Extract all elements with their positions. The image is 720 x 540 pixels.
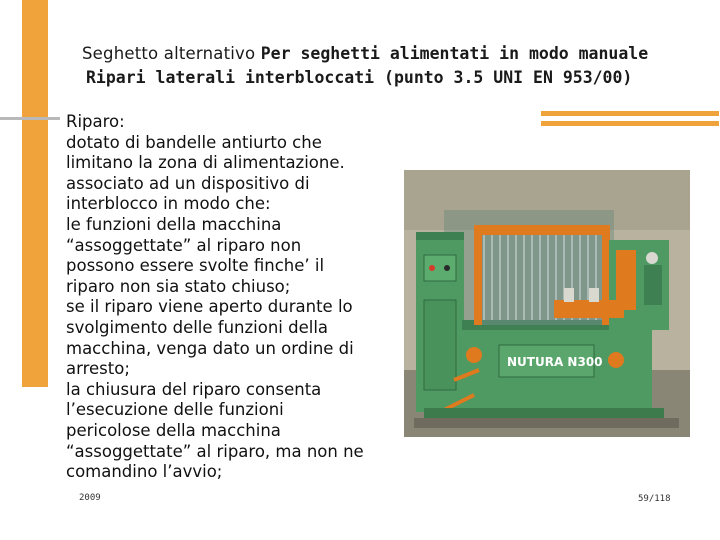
left-divider bbox=[0, 117, 60, 120]
body-line: possono essere svolte finche’ il bbox=[66, 256, 325, 276]
title-prefix: Seghetto alternativo bbox=[82, 44, 261, 63]
body-line: pericolose della macchina bbox=[66, 420, 281, 440]
page-number: 59/118 bbox=[638, 494, 671, 504]
body-line: interblocco in modo che: bbox=[66, 194, 271, 214]
body-line: associato ad un dispositivo di bbox=[66, 173, 310, 193]
body-line: le funzioni della macchina bbox=[66, 214, 282, 234]
right-divider-top bbox=[541, 111, 719, 116]
slide-title bbox=[82, 42, 702, 90]
footer-year: 2009 bbox=[79, 493, 101, 503]
body-line: comandino l’avvio; bbox=[66, 462, 223, 482]
title-line-2: Ripari laterali interbloccati (punto 3.5 UNI EN 953/00) bbox=[86, 68, 633, 87]
body-line: l’esecuzione delle funzioni bbox=[66, 400, 284, 420]
title-line-1: Per seghetti alimentati in modo manuale bbox=[260, 44, 649, 63]
accent-sidebar bbox=[22, 0, 48, 387]
body-line: svolgimento delle funzioni della bbox=[66, 317, 329, 337]
body-line: “assoggettate” al riparo non bbox=[66, 235, 302, 255]
body-line: Riparo: bbox=[66, 112, 125, 131]
body-line: macchina, venga dato un ordine di bbox=[66, 338, 354, 358]
body-line: la chiusura del riparo consenta bbox=[66, 379, 322, 399]
body-line: se il riparo viene aperto durante lo bbox=[66, 297, 353, 317]
body-line: riparo non sia stato chiuso; bbox=[66, 276, 291, 296]
body-line: limitano la zona di alimentazione. bbox=[66, 153, 345, 173]
body-text bbox=[66, 112, 396, 483]
machine-photo bbox=[404, 170, 690, 437]
body-line: dotato di bandelle antiurto che bbox=[66, 132, 322, 152]
right-divider-bottom bbox=[541, 121, 719, 126]
machine-brand-label: NUTURA N300 bbox=[507, 355, 603, 369]
body-line: arresto; bbox=[66, 359, 130, 379]
body-line: “assoggettate” al riparo, ma non ne bbox=[66, 441, 364, 461]
